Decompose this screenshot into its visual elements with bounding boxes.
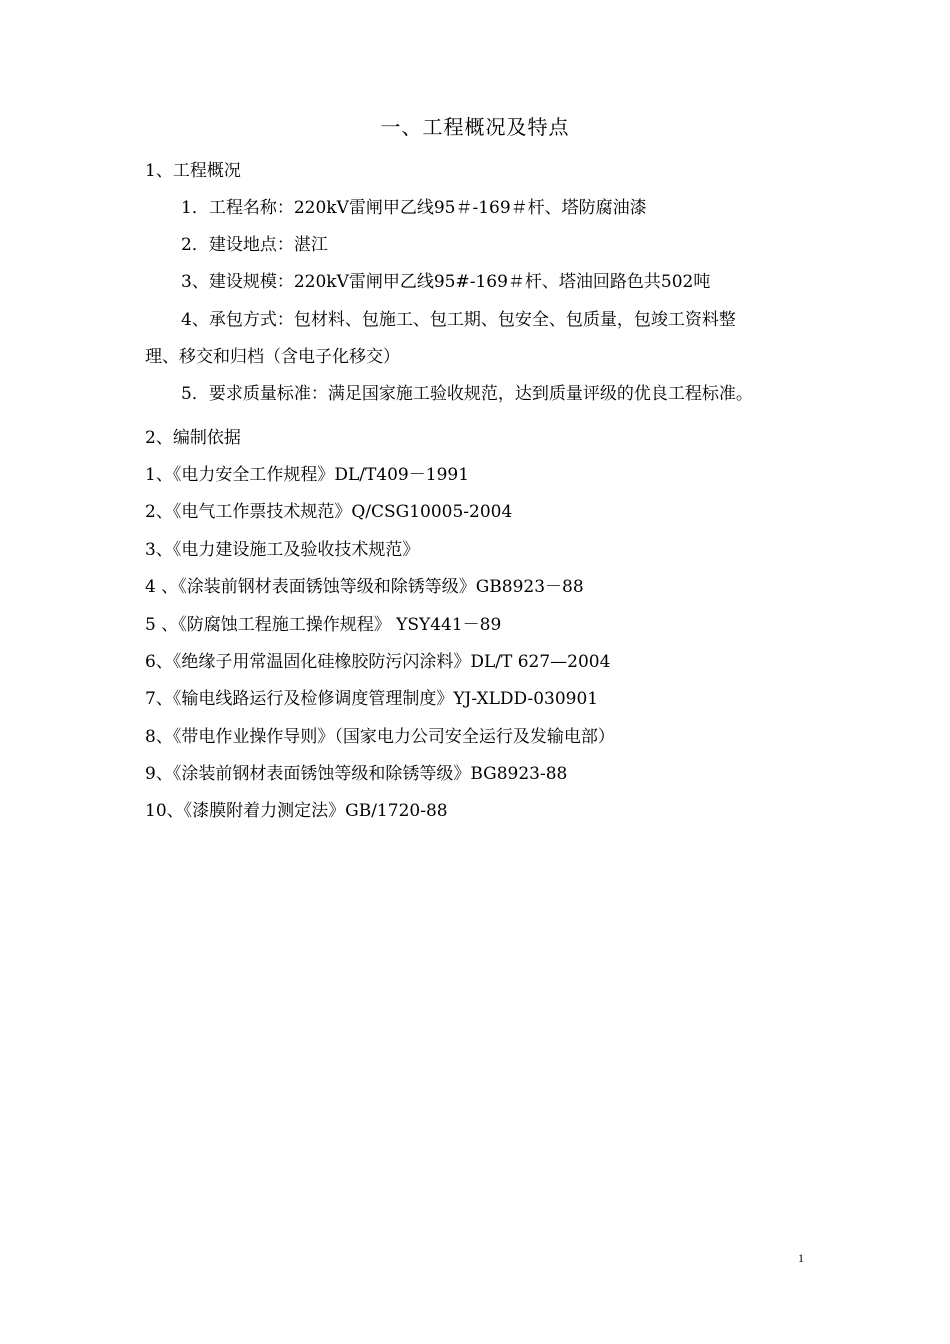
basis-item-5: 5 、《防腐蚀工程施工操作规程》 YSY441－89 [145,615,502,635]
basis-item-2: 2、《电气工作票技术规范》Q/CSG10005-2004 [145,502,513,522]
section-heading-basis: 2、编制依据 [145,428,241,448]
overview-item-project-name: 1．工程名称：220kV雷闸甲乙线95＃-169＃杆、塔防腐油漆 [181,198,647,218]
section-heading-project-overview: 1、工程概况 [145,161,241,181]
overview-item-quality-standard: 5．要求质量标准：满足国家施工验收规范，达到质量评级的优良工程标准。 [181,384,753,404]
basis-item-1: 1、《电力安全工作规程》DL/T409－1991 [145,465,470,485]
overview-item-contract-mode-continued: 理、移交和归档（含电子化移交） [145,347,400,367]
basis-item-9: 9、《涂装前钢材表面锈蚀等级和除锈等级》BG8923-88 [145,764,568,784]
overview-item-scale: 3、建设规模：220kV雷闸甲乙线95#-169＃杆、塔油回路色共502吨 [181,272,711,292]
overview-item-location: 2．建设地点：湛江 [181,235,328,255]
basis-item-6: 6、《绝缘子用常温固化硅橡胶防污闪涂料》DL/T 627—2004 [145,652,611,672]
page-title: 一、工程概况及特点 [380,115,570,139]
basis-item-10: 10、《漆膜附着力测定法》GB/1720-88 [145,801,448,821]
basis-item-8: 8、《带电作业操作导则》（国家电力公司安全运行及发输电部） [145,727,615,747]
page-number: 1 [798,1251,804,1265]
basis-item-3: 3、《电力建设施工及验收技术规范》 [145,540,420,560]
basis-item-4: 4 、《涂装前钢材表面锈蚀等级和除锈等级》GB8923－88 [145,577,584,597]
overview-item-contract-mode: 4、承包方式：包材料、包施工、包工期、包安全、包质量，包竣工资料整 [181,310,736,330]
basis-item-7: 7、《输电线路运行及检修调度管理制度》YJ-XLDD-030901 [145,689,599,709]
